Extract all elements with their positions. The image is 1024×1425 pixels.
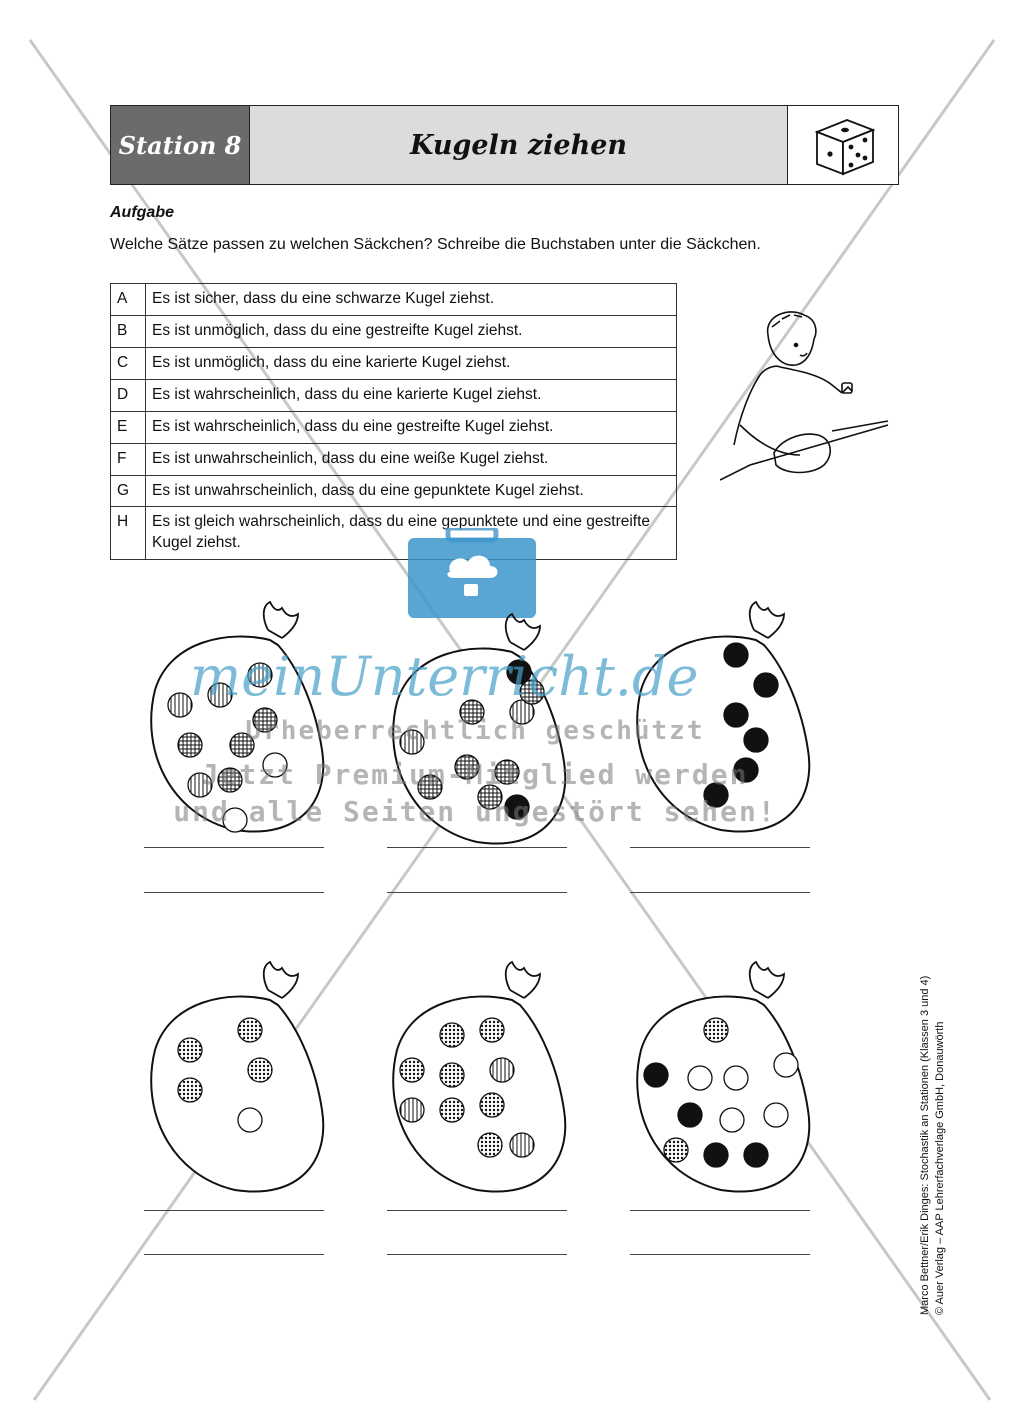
- row-text: Es ist unmöglich, dass du eine gestreifte Kugel ziehst.: [146, 315, 677, 347]
- row-letter: E: [111, 411, 146, 443]
- row-text: Es ist unwahrscheinlich, dass du eine weiße Kugel ziehst.: [146, 443, 677, 475]
- ball-white: [720, 1108, 744, 1132]
- copyright-credit: [918, 915, 948, 1315]
- watermark-logo: meinUnterricht.de: [190, 645, 699, 708]
- ball-black: [754, 673, 778, 697]
- answer-line[interactable]: [144, 847, 324, 848]
- row-letter: B: [111, 315, 146, 347]
- answer-line[interactable]: [144, 1210, 324, 1211]
- answer-line[interactable]: [387, 1254, 567, 1255]
- bag-tie: [264, 602, 298, 645]
- bag-tie: [506, 962, 540, 1005]
- row-text: Es ist wahrscheinlich, dass du eine karierte Kugel ziehst.: [146, 379, 677, 411]
- ball-dotted: [480, 1093, 504, 1117]
- bag-outline: [393, 997, 565, 1192]
- answer-line[interactable]: [144, 892, 324, 893]
- answer-line[interactable]: [630, 892, 810, 893]
- answer-line[interactable]: [144, 1254, 324, 1255]
- ball-dotted: [178, 1038, 202, 1062]
- ball-black: [678, 1103, 702, 1127]
- row-text: Es ist wahrscheinlich, dass du eine gestreifte Kugel ziehst.: [146, 411, 677, 443]
- row-text: Es ist unmöglich, dass du eine karierte Kugel ziehst.: [146, 347, 677, 379]
- answer-line[interactable]: [387, 1210, 567, 1211]
- answer-line[interactable]: [630, 847, 810, 848]
- answer-line[interactable]: [387, 847, 567, 848]
- row-letter: F: [111, 443, 146, 475]
- task-instruction: Welche Sätze passen zu welchen Säckchen? Schreibe die Buchstaben unter die Säckchen.: [110, 236, 761, 253]
- row-letter: G: [111, 475, 146, 507]
- row-text: Es ist gleich wahrscheinlich, dass du eine gepunktete und eine gestreifte Kugel ziehst.: [146, 507, 677, 560]
- task-label: Aufgabe: [110, 204, 174, 221]
- ball-striped: [400, 1098, 424, 1122]
- ball-bag: [151, 962, 323, 1192]
- watermark-line-3: und alle Seiten ungestört sehen!: [173, 795, 777, 828]
- ball-dotted: [400, 1058, 424, 1082]
- credit-line-2: © Auer Verlag – AAP Lehrerfachverlage GmbH, Donauwörth: [933, 1021, 946, 1315]
- credit-line-1: Marco Bettner/Erik Dinges: Stochastik an Stationen (Klassen 3 und 4): [919, 975, 931, 1315]
- bag-tie: [750, 962, 784, 1005]
- ball-dotted: [178, 1078, 202, 1102]
- ball-dotted: [478, 1133, 502, 1157]
- row-letter: C: [111, 347, 146, 379]
- ball-white: [724, 1066, 748, 1090]
- ball-striped: [168, 693, 192, 717]
- ball-dotted: [440, 1063, 464, 1087]
- ball-bag: [393, 962, 565, 1192]
- bag-tie: [750, 602, 784, 645]
- ball-striped: [490, 1058, 514, 1082]
- row-letter: D: [111, 379, 146, 411]
- ball-black: [744, 1143, 768, 1167]
- watermark-line-2: Jetzt Premium-Mitglied werden: [201, 758, 749, 791]
- ball-white: [774, 1053, 798, 1077]
- ball-black: [644, 1063, 668, 1087]
- ball-dotted: [238, 1018, 262, 1042]
- answer-line[interactable]: [630, 1254, 810, 1255]
- answer-line[interactable]: [387, 892, 567, 893]
- bag-outline: [151, 997, 323, 1192]
- ball-dotted: [704, 1018, 728, 1042]
- ball-black: [724, 643, 748, 667]
- ball-dotted: [664, 1138, 688, 1162]
- ball-dotted: [480, 1018, 504, 1042]
- ball-white: [688, 1066, 712, 1090]
- ball-striped: [510, 1133, 534, 1157]
- page-title: Kugeln ziehen: [250, 106, 788, 184]
- row-letter: A: [111, 284, 146, 316]
- watermark-line-1: Urheberrechtlich geschützt: [245, 716, 705, 746]
- ball-white: [764, 1103, 788, 1127]
- ball-dotted: [440, 1098, 464, 1122]
- ball-dotted: [248, 1058, 272, 1082]
- ball-bag: [637, 962, 809, 1192]
- bag-tie: [264, 962, 298, 1005]
- row-text: Es ist sicher, dass du eine schwarze Kugel ziehst.: [146, 284, 677, 316]
- answer-line[interactable]: [630, 1210, 810, 1211]
- ball-black: [704, 1143, 728, 1167]
- ball-white: [238, 1108, 262, 1132]
- row-letter: H: [111, 507, 146, 560]
- row-text: Es ist unwahrscheinlich, dass du eine gepunktete Kugel ziehst.: [146, 475, 677, 507]
- ball-dotted: [440, 1023, 464, 1047]
- station-label: Station 8: [111, 106, 250, 184]
